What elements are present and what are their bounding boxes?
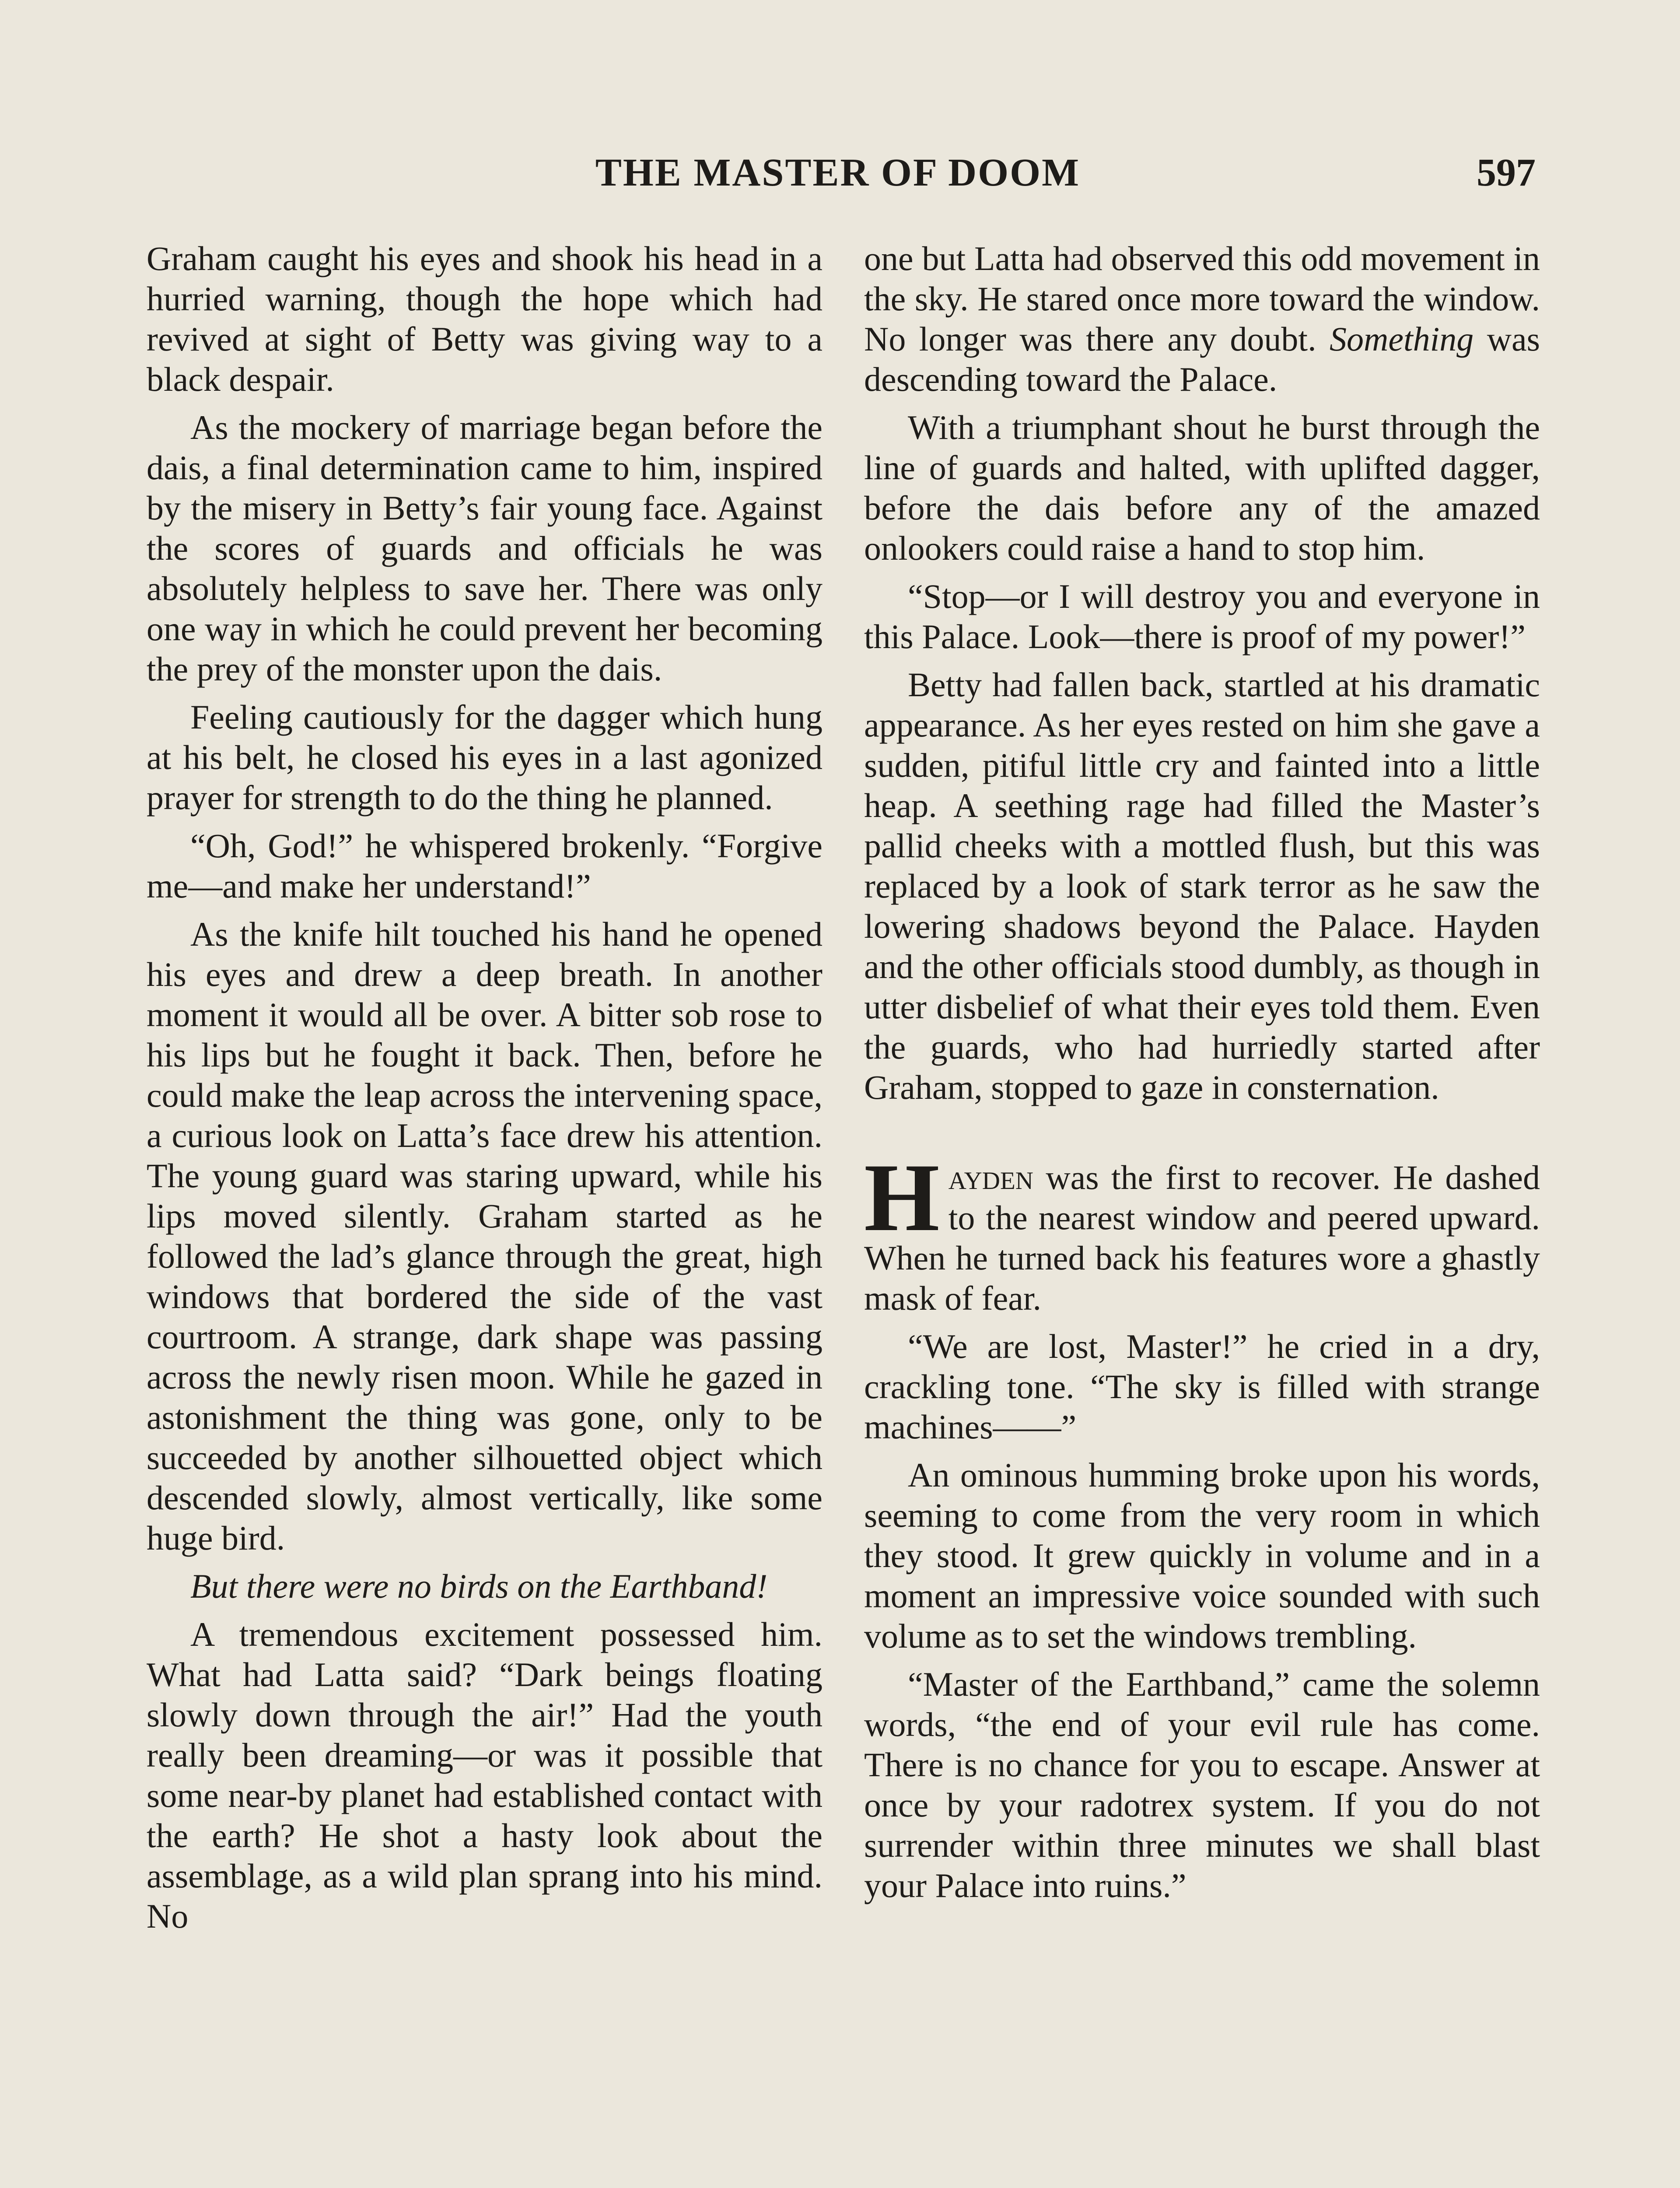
paragraph: Graham caught his eyes and shook his head in a hurried warning, though the hope which had revived at sight of Betty was giving way to a black despair. (147, 239, 822, 398)
paragraph-text: was descending toward the Palace. (864, 320, 1540, 398)
paragraph: As the knife hilt touched his hand he opened his eyes and drew a deep breath. In another moment it would all be over. A bitter sob rose to his lips but he fought it back. Then, before he could make the leap across the intervening space, a curious look on Latta’s face drew his attention. The young guard was staring upward, while his lips moved silently. Graham started as he followed the lad’s glance through the great, high windows that bordered the side of the vast courtroom. A strange, dark shape was passing across the newly risen moon. While he gazed in astonishment the thing was gone, only to be succeeded by another silhouetted object which descended slowly, almost vertically, like some huge bird. (147, 915, 822, 1557)
left-column (147, 238, 822, 1944)
paragraph: “We are lost, Master!” he cried in a dry, crackling tone. “The sky is filled with strange machines——” (864, 1327, 1540, 1446)
page-number: 597 (1477, 151, 1536, 194)
paragraph: An ominous humming broke upon his words, seeming to come from the very room in which they stood. It grew quickly in volume and in a moment an impressive voice sounded with such volume as to set the windows trembling. (864, 1456, 1540, 1655)
paragraph-text: was the first to recover. He dashed to the nearest window and peered upward. When he turned back his features wore a ghastly mask of fear. (864, 1158, 1540, 1317)
paragraph: “Oh, God!” he whispered brokenly. “Forgive me—and make her understand!” (147, 827, 822, 905)
small-caps-word: ayden (948, 1157, 1033, 1197)
paragraph: “Master of the Earthband,” came the solemn words, “the end of your evil rule has come. There is no chance for you to escape. Answer at once by your radotrex system. If you do not surrender within three minutes we shall blast your Palace into ruins.” (864, 1665, 1540, 1904)
paragraph-text: one but Latta had observed this odd movement in the sky. He stared once more toward the window. No longer was there any doubt. (864, 239, 1540, 358)
paragraph: As the mockery of marriage began before the dais, a final determination came to him, inspired by the misery in Betty’s fair young face. Against the scores of guards and officials he was absolutely helpless to save her. There was only one way in which he could prevent her becoming the prey of the monster upon the dais. (147, 408, 822, 688)
italic-paragraph: But there were no birds on the Earthband! (190, 1567, 768, 1605)
paragraph: With a triumphant shout he burst through the line of guards and halted, with uplifted dagger, before the dais before any of the amazed onlookers could raise a hand to stop him. (864, 408, 1540, 567)
drop-cap: H (864, 1144, 940, 1252)
paragraph: Feeling cautiously for the dagger which hung at his belt, he closed his eyes in a last agonized prayer for strength to do the thing he planned. (147, 698, 822, 817)
paragraph: “Stop—or I will destroy you and everyone in this Palace. Look—there is proof of my power!” (864, 577, 1540, 656)
paragraph (864, 238, 1540, 400)
emphasis-word: Something (1330, 320, 1474, 358)
section-break (864, 1115, 1540, 1157)
section-opening-paragraph (864, 1144, 1540, 1318)
right-column (864, 238, 1540, 1914)
paragraph: A tremendous excitement possessed him. What had Latta said? “Dark beings floating slowly down through the air!” Had the youth really been dreaming—or was it possible that some near-by planet had established contact with the earth? He shot a hasty look about the assemblage, as a wild plan sprang into his mind. No (147, 1615, 822, 1935)
page-header (140, 144, 1536, 201)
running-title: THE MASTER OF DOOM (595, 151, 1081, 194)
paragraph: Betty had fallen back, startled at his dramatic appearance. As her eyes rested on him she gave a sudden, pitiful little cry and fainted into a little heap. A seething rage had filled the Master’s pallid cheeks with a mottled flush, but this was replaced by a look of stark terror as he saw the lowering shadows beyond the Palace. Hayden and the other officials stood dumbly, as though in utter disbelief of what their eyes told them. Even the guards, who had hurriedly started after Graham, stopped to gaze in consternation. (864, 666, 1540, 1106)
